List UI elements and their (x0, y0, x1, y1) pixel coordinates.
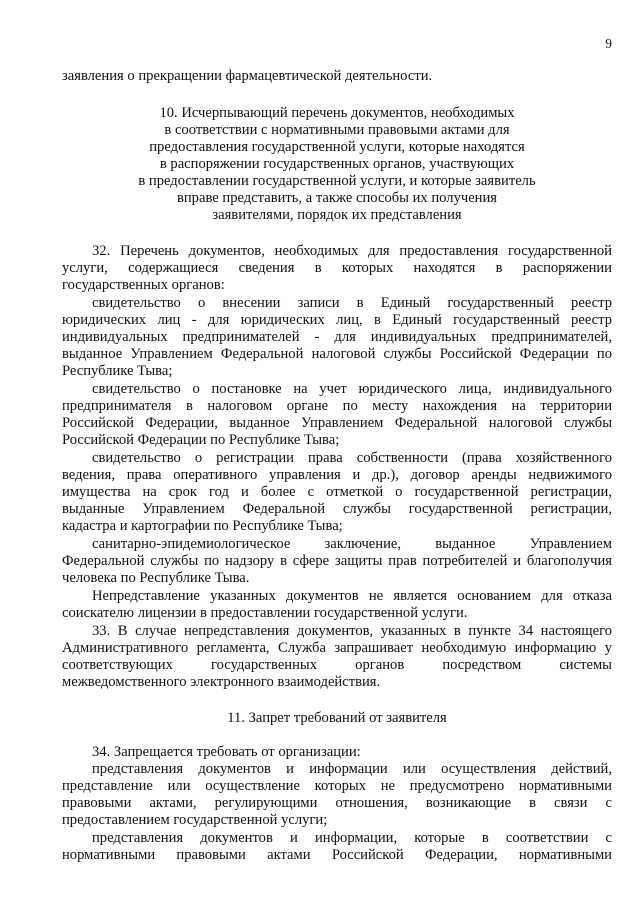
paragraph-line: соответствующих государственных органов посредством системы (62, 657, 612, 673)
paragraph-line: представления документов и информации, которые в соответствии с (92, 830, 612, 846)
paragraph-line: кадастра и картографии по Республике Тыва; (62, 518, 343, 534)
paragraph-line: ведения, права оперативного управления и др.), договор аренды недвижимого (62, 467, 612, 483)
paragraph-line: Федеральной службы по надзору в сфере защиты прав потребителей и благополучия (62, 553, 612, 569)
paragraph-line: выданное Управлением Федеральной налоговой службы Российской Федерации по (62, 346, 612, 362)
section-heading-line: вправе представить, а также способы их получения (176, 190, 498, 206)
section-heading-line: в соответствии с нормативными правовыми актами для (164, 122, 510, 138)
page-number: 9 (605, 36, 612, 51)
paragraph-line: свидетельство о постановке на учет юридического лица, индивидуального (92, 381, 612, 397)
paragraph-line: услуги, содержащиеся сведения в которых находятся в распоряжении (62, 260, 612, 276)
paragraph-line: Непредставление указанных документов не является основанием для отказа (92, 588, 612, 604)
paragraph-line: государственных органов: (62, 277, 225, 293)
section-heading-line: в распоряжении государственных органов, участвующих (159, 156, 515, 172)
section-heading-line: в предоставлении государственной услуги, и которые заявитель (138, 173, 536, 189)
paragraph-line: предпринимателя в налоговом органе по месту нахождения на территории (62, 398, 612, 414)
section-heading-line: предоставления государственной услуги, которые находятся (149, 139, 525, 155)
paragraph-line: предоставлением государственной услуги; (62, 812, 328, 828)
paragraph-line: свидетельство о внесении записи в Единый государственный реестр (92, 295, 612, 311)
paragraph-line: свидетельство о регистрации права собственности (права хозяйственного (92, 450, 612, 466)
paragraph-line: человека по Республике Тыва. (62, 570, 250, 586)
paragraph-line: 33. В случае непредставления документов, указанных в пункте 34 настоящего (92, 623, 612, 639)
paragraph-line: Российской Федерации, выданное Управлением Федеральной налоговой службы (62, 415, 612, 431)
paragraph-line: индивидуальных предпринимателей - для индивидуальных предпринимателей, (62, 329, 612, 345)
paragraph-line: Республике Тыва; (62, 363, 173, 379)
paragraph-line: выданные Управлением Федеральной службы государственной регистрации, (62, 501, 612, 517)
text-line: заявления о прекращении фармацевтической деятельности. (62, 68, 433, 84)
section-heading-line: заявителями, порядок их представления (212, 207, 462, 223)
paragraph-line: межведомственного электронного взаимодействия. (62, 674, 381, 690)
paragraph-line: представление или осуществление которых не предусмотрено нормативными (62, 778, 612, 794)
paragraph-line: санитарно-эпидемиологическое заключение, выданное Управлением (92, 536, 612, 552)
paragraph-line: юридических лиц - для юридических лиц, в Единый государственный реестр (62, 312, 612, 328)
paragraph-line: Российской Федерации по Республике Тыва; (62, 432, 340, 448)
paragraph-line: соискателю лицензии в предоставлении государственной услуги. (62, 605, 468, 621)
paragraph-line: 34. Запрещается требовать от организации: (92, 744, 361, 760)
paragraph-line: 32. Перечень документов, необходимых для предоставления государственной (92, 243, 612, 259)
paragraph-line: Административного регламента, Служба запрашивает необходимую информацию у (62, 640, 612, 656)
paragraph-line: правовыми актами, регулирующими отношения, возникающие в связи с (62, 795, 612, 811)
section-heading-line: 10. Исчерпывающий перечень документов, необходимых (159, 105, 515, 121)
section-heading-line: 11. Запрет требований от заявителя (227, 710, 447, 726)
paragraph-line: нормативными правовыми актами Российской Федерации, нормативными (62, 847, 612, 863)
paragraph-line: представления документов и информации или осуществления действий, (92, 761, 612, 777)
paragraph-line: имущества на срок год и более с отметкой о государственной регистрации, (62, 484, 612, 500)
